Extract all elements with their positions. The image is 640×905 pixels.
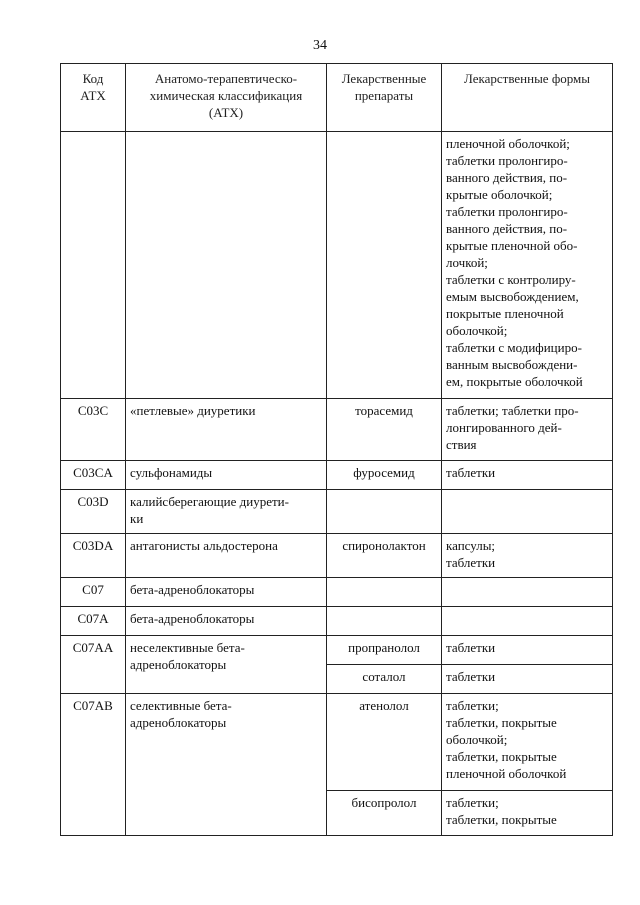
header-atx-code: Код АТХ xyxy=(61,64,126,132)
dosage-forms-cell: таблетки xyxy=(442,461,613,490)
table-row-c03ca xyxy=(61,461,613,490)
classification-cell: бета-адреноблокаторы xyxy=(126,578,327,607)
drug-cell: атенолол xyxy=(327,694,442,791)
dosage-forms-cell: таблетки; таблетки, покрытые xyxy=(442,791,613,836)
dosage-forms-cell: капсулы; таблетки xyxy=(442,534,613,578)
header-drugs: Лекарственные препараты xyxy=(327,64,442,132)
classification-cell xyxy=(126,132,327,399)
code-cell: C07AA xyxy=(61,636,126,694)
drug-cell: бисопролол xyxy=(327,791,442,836)
dosage-forms-cell xyxy=(442,607,613,636)
drug-cell xyxy=(327,607,442,636)
table-row-c07 xyxy=(61,578,613,607)
atx-drug-table xyxy=(60,63,613,836)
classification-cell: неселективные бета- адреноблокаторы xyxy=(126,636,327,694)
table-row-c03c xyxy=(61,399,613,461)
header-dosage-forms: Лекарственные формы xyxy=(442,64,613,132)
header-classification: Анатомо-терапевтическо- химическая классификация (АТХ) xyxy=(126,64,327,132)
dosage-forms-cell: таблетки xyxy=(442,636,613,665)
code-cell: C03C xyxy=(61,399,126,461)
table-row-continuation xyxy=(61,132,613,399)
dosage-forms-cell: таблетки; таблетки про- лонгированного дей- ствия xyxy=(442,399,613,461)
dosage-forms-cell xyxy=(442,490,613,534)
classification-cell: сульфонамиды xyxy=(126,461,327,490)
code-cell: C03CA xyxy=(61,461,126,490)
dosage-forms-cell: таблетки; таблетки, покрытые оболочкой; таблетки, покрытые пленочной оболочкой xyxy=(442,694,613,791)
drug-cell: торасемид xyxy=(327,399,442,461)
dosage-forms-cell xyxy=(442,578,613,607)
drug-cell: пропранолол xyxy=(327,636,442,665)
classification-cell: калийсберегающие диурети- ки xyxy=(126,490,327,534)
table-row-c07ab xyxy=(61,694,613,791)
code-cell: C07A xyxy=(61,607,126,636)
table-header xyxy=(61,64,613,132)
table-row-c07aa xyxy=(61,636,613,665)
page-number: 34 xyxy=(313,38,327,53)
classification-cell: селективные бета- адреноблокаторы xyxy=(126,694,327,836)
code-cell xyxy=(61,132,126,399)
code-cell: C03DA xyxy=(61,534,126,578)
header-row xyxy=(61,64,613,132)
code-cell: C03D xyxy=(61,490,126,534)
drug-cell xyxy=(327,132,442,399)
table-row-c03da xyxy=(61,534,613,578)
drug-cell: фуросемид xyxy=(327,461,442,490)
drug-cell: спиронолактон xyxy=(327,534,442,578)
dosage-forms-cell: пленочной оболочкой; таблетки пролонгиро- ванного действия, по- крытые оболочкой; таблетки пролонгиро- ванного действия, по- крытые пленочной обо- лочкой; таблетки с контролиру- емым высвобождением, покрытые пленочной оболочкой; таблетки с модифициро- ванным высвобождени- ем, покрытые оболочкой xyxy=(442,132,613,399)
code-cell: C07AB xyxy=(61,694,126,836)
table-row-c03d xyxy=(61,490,613,534)
classification-cell: бета-адреноблокаторы xyxy=(126,607,327,636)
drug-cell xyxy=(327,490,442,534)
classification-cell: «петлевые» диуретики xyxy=(126,399,327,461)
table-row-c07a xyxy=(61,607,613,636)
dosage-forms-cell: таблетки xyxy=(442,665,613,694)
drug-cell xyxy=(327,578,442,607)
classification-cell: антагонисты альдостерона xyxy=(126,534,327,578)
code-cell: C07 xyxy=(61,578,126,607)
drug-cell: соталол xyxy=(327,665,442,694)
